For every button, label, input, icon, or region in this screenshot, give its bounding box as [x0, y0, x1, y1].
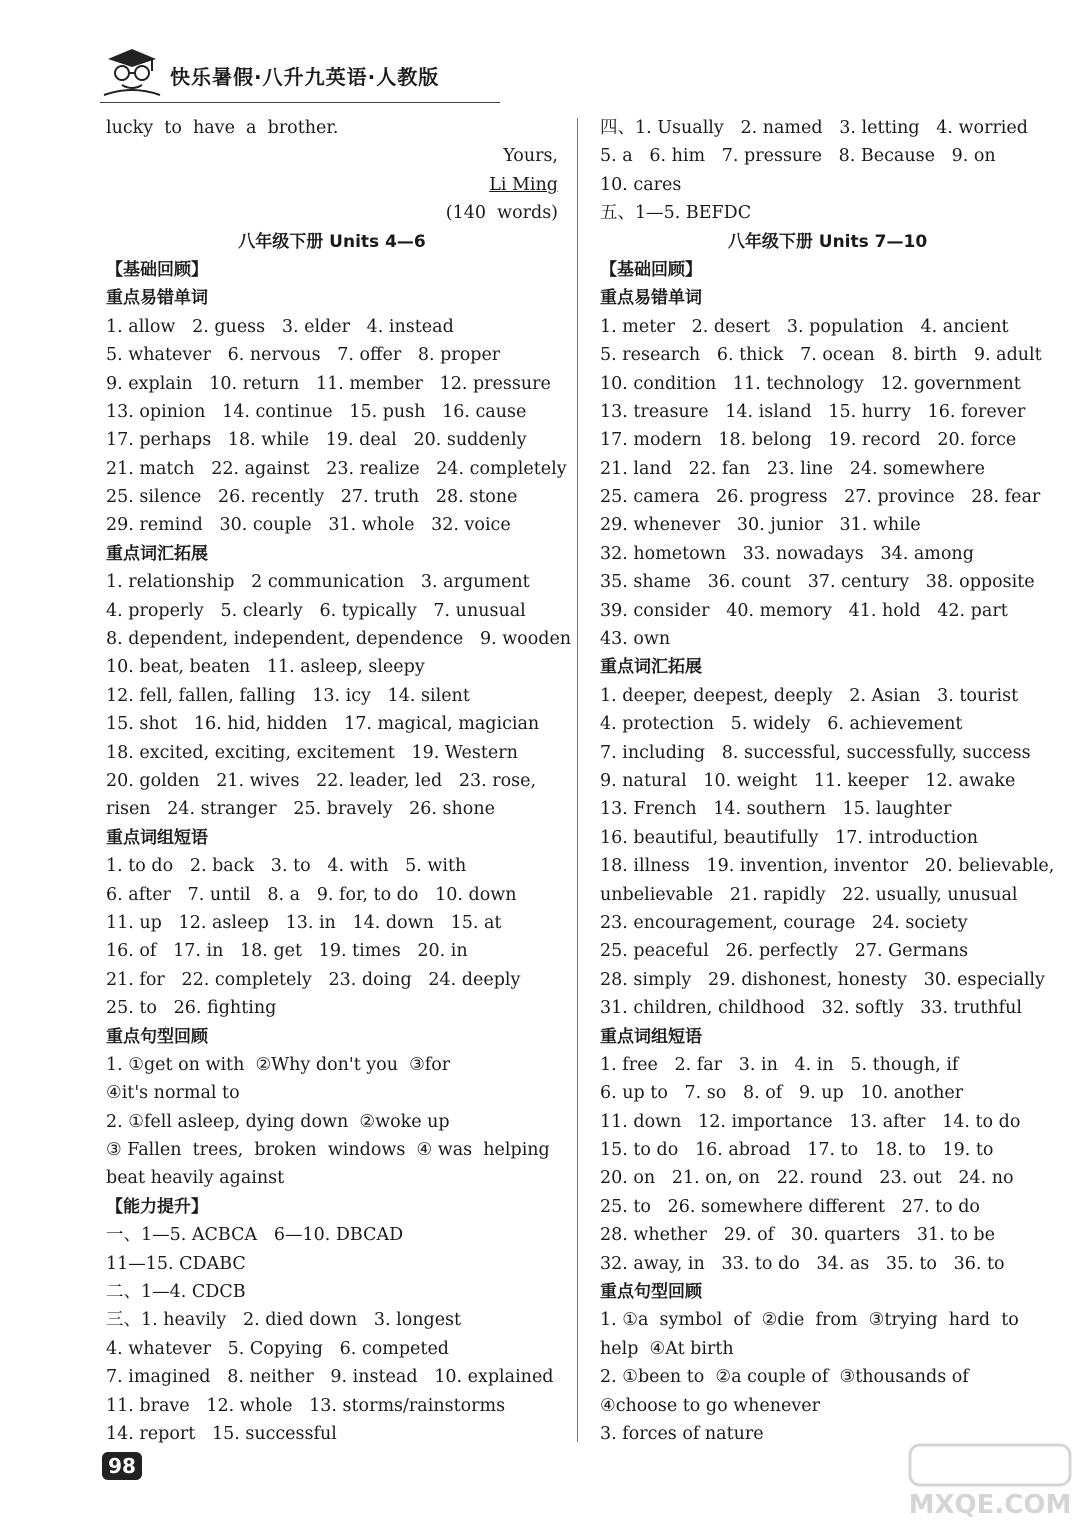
right-column-line: 25. to 26. somewhere different 27. to do: [600, 1196, 980, 1217]
right-column-line: 1. deeper, deepest, deeply 2. Asian 3. tourist: [600, 685, 1019, 706]
right-column-line: help ④At birth: [600, 1338, 734, 1359]
right-column-line: 25. camera 26. progress 27. province 28. fear: [600, 487, 1041, 508]
right-column-line: 重点易错单词: [600, 288, 702, 309]
left-column: [106, 114, 572, 1448]
left-column-line: 25. to 26. fighting: [106, 998, 277, 1019]
scholar-logo-icon: [100, 45, 164, 99]
left-column-line: 20. golden 21. wives 22. leader, led 23. rose,: [106, 770, 537, 791]
left-column-line: 4. properly 5. clearly 6. typically 7. unusual: [106, 600, 526, 621]
left-column-line: lucky to have a brother.: [106, 118, 339, 138]
left-column-line: 重点词汇拓展: [106, 543, 208, 564]
right-column-line: 29. whenever 30. junior 31. while: [600, 515, 921, 536]
left-column-line: 6. after 7. until 8. a 9. for, to do 10. down: [106, 884, 517, 905]
left-column-line: 14. report 15. successful: [106, 1423, 337, 1444]
left-column-line: 重点词组短语: [106, 827, 208, 848]
book-title: 快乐暑假·八升九英语·人教版: [170, 65, 440, 89]
left-column-line: 八年级下册 Units 4—6: [238, 231, 426, 252]
left-column-line: ③ Fallen trees, broken windows ④ was helping: [106, 1140, 550, 1161]
right-column-line: 17. modern 18. belong 19. record 20. force: [600, 430, 1017, 451]
left-column-line: (140 words): [445, 203, 558, 224]
left-column-line: 5. whatever 6. nervous 7. offer 8. proper: [106, 345, 501, 366]
left-column-line: 12. fell, fallen, falling 13. icy 14. silent: [106, 685, 470, 706]
right-column-line: 43. own: [600, 629, 671, 650]
left-column-line: 1. ①get on with ②Why don't you ③for: [106, 1054, 451, 1075]
right-column-line: 16. beautiful, beautifully 17. introduction: [600, 827, 979, 848]
right-column-line: 10. condition 11. technology 12. government: [600, 373, 1021, 394]
right-column-line: 7. including 8. successful, successfully, success: [600, 742, 1031, 763]
right-column-line: 9. natural 10. weight 11. keeper 12. awake: [600, 770, 1016, 791]
left-column-line: 【能力提升】: [106, 1196, 208, 1217]
right-column-line: 八年级下册 Units 7—10: [727, 231, 928, 252]
watermark: [900, 1440, 1080, 1530]
left-column-line: 三、1. heavily 2. died down 3. longest: [106, 1310, 462, 1331]
right-column-line: 重点词汇拓展: [600, 657, 702, 678]
left-column-line: 10. beat, beaten 11. asleep, sleepy: [106, 657, 425, 678]
watermark-logo-icon: [900, 1440, 1080, 1490]
right-column-line: ④choose to go whenever: [600, 1395, 821, 1416]
right-column-line: 4. protection 5. widely 6. achievement: [600, 714, 963, 735]
right-column-line: 3. forces of nature: [600, 1423, 764, 1444]
left-column-line: Li Ming: [489, 174, 558, 195]
right-column: [600, 114, 1055, 1448]
left-column-line: ④it's normal to: [106, 1083, 240, 1104]
right-column-line: 5. research 6. thick 7. ocean 8. birth 9. adult: [600, 345, 1042, 366]
left-column-line: 9. explain 10. return 11. member 12. pressure: [106, 373, 551, 394]
left-column-line: 21. for 22. completely 23. doing 24. deeply: [106, 969, 521, 990]
left-column-line: 8. dependent, independent, dependence 9. wooden: [106, 629, 572, 650]
right-column-line: 32. hometown 33. nowadays 34. among: [600, 543, 974, 564]
left-column-line: 重点易错单词: [106, 288, 208, 309]
page-header: [100, 45, 1000, 105]
left-column-line: Yours,: [503, 146, 558, 167]
left-column-line: 1. to do 2. back 3. to 4. with 5. with: [106, 856, 467, 877]
left-column-line: 21. match 22. against 23. realize 24. completely: [106, 458, 567, 479]
left-column-line: 11. up 12. asleep 13. in 14. down 15. at: [106, 912, 502, 933]
left-column-line: 二、1—4. CDCB: [106, 1282, 246, 1303]
left-column-line: 15. shot 16. hid, hidden 17. magical, magician: [106, 714, 540, 735]
right-column-line: 25. peaceful 26. perfectly 27. Germans: [600, 941, 969, 962]
right-column-line: 重点句型回顾: [600, 1282, 702, 1303]
left-column-line: 25. silence 26. recently 27. truth 28. stone: [106, 487, 518, 508]
left-column-line: 7. imagined 8. neither 9. instead 10. explained: [106, 1367, 554, 1388]
right-column-line: 五、1—5. BEFDC: [600, 203, 752, 224]
right-column-line: 1. free 2. far 3. in 4. in 5. though, if: [600, 1054, 959, 1075]
right-column-line: 13. treasure 14. island 15. hurry 16. forever: [600, 401, 1026, 422]
left-column-line: beat heavily against: [106, 1168, 285, 1189]
right-column-line: 35. shame 36. count 37. century 38. opposite: [600, 572, 1035, 593]
right-column-line: 18. illness 19. invention, inventor 20. believable,: [600, 856, 1055, 877]
right-column-line: 1. meter 2. desert 3. population 4. ancient: [600, 316, 1009, 337]
right-column-line: 2. ①been to ②a couple of ③thousands of: [600, 1367, 969, 1388]
left-column-line: 一、1—5. ACBCA 6—10. DBCAD: [106, 1225, 404, 1246]
right-column-line: 20. on 21. on, on 22. round 23. out 24. no: [600, 1168, 1014, 1189]
right-column-line: 6. up to 7. so 8. of 9. up 10. another: [600, 1083, 964, 1104]
right-column-line: 13. French 14. southern 15. laughter: [600, 799, 952, 820]
right-column-line: 28. simply 29. dishonest, honesty 30. especially: [600, 969, 1045, 990]
right-column-line: 重点词组短语: [600, 1026, 702, 1047]
left-column-line: 1. relationship 2 communication 3. argument: [106, 572, 530, 593]
left-column-line: 2. ①fell asleep, dying down ②woke up: [106, 1111, 450, 1132]
left-column-line: 17. perhaps 18. while 19. deal 20. suddenly: [106, 430, 527, 451]
right-column-line: 23. encouragement, courage 24. society: [600, 912, 968, 933]
left-column-line: 1. allow 2. guess 3. elder 4. instead: [106, 316, 454, 337]
right-column-line: 31. children, childhood 32. softly 33. truthful: [600, 998, 1022, 1019]
right-column-line: 【基础回顾】: [600, 259, 702, 280]
left-column-line: 13. opinion 14. continue 15. push 16. cause: [106, 401, 527, 422]
right-column-line: 21. land 22. fan 23. line 24. somewhere: [600, 458, 985, 479]
right-column-line: 1. ①a symbol of ②die from ③trying hard to: [600, 1310, 1019, 1331]
watermark-text: MXQE.COM: [908, 1490, 1072, 1520]
right-column-line: 10. cares: [600, 174, 682, 195]
left-column-line: risen 24. stranger 25. bravely 26. shone: [106, 799, 495, 820]
left-column-line: 【基础回顾】: [106, 259, 208, 280]
right-column-line: 28. whether 29. of 30. quarters 31. to be: [600, 1225, 995, 1246]
right-column-line: 四、1. Usually 2. named 3. letting 4. worried: [600, 118, 1028, 138]
right-column-line: 39. consider 40. memory 41. hold 42. part: [600, 600, 1008, 621]
right-column-line: unbelievable 21. rapidly 22. usually, unusual: [600, 884, 1018, 905]
page-number: 98: [102, 1452, 142, 1480]
left-column-line: 29. remind 30. couple 31. whole 32. voice: [106, 515, 511, 536]
right-column-line: 15. to do 16. abroad 17. to 18. to 19. to: [600, 1140, 994, 1161]
left-column-line: 18. excited, exciting, excitement 19. Western: [106, 742, 518, 763]
header-rule: [100, 102, 500, 103]
left-column-line: 11—15. CDABC: [106, 1253, 246, 1274]
right-column-line: 5. a 6. him 7. pressure 8. Because 9. on: [600, 146, 996, 167]
right-column-line: 11. down 12. importance 13. after 14. to do: [600, 1111, 1021, 1132]
left-column-line: 重点句型回顾: [106, 1026, 208, 1047]
right-column-line: 32. away, in 33. to do 34. as 35. to 36. to: [600, 1253, 1005, 1274]
left-column-line: 11. brave 12. whole 13. storms/rainstorms: [106, 1395, 506, 1416]
left-column-line: 16. of 17. in 18. get 19. times 20. in: [106, 941, 468, 962]
left-column-line: 4. whatever 5. Copying 6. competed: [106, 1338, 450, 1359]
column-divider: [577, 118, 578, 1442]
